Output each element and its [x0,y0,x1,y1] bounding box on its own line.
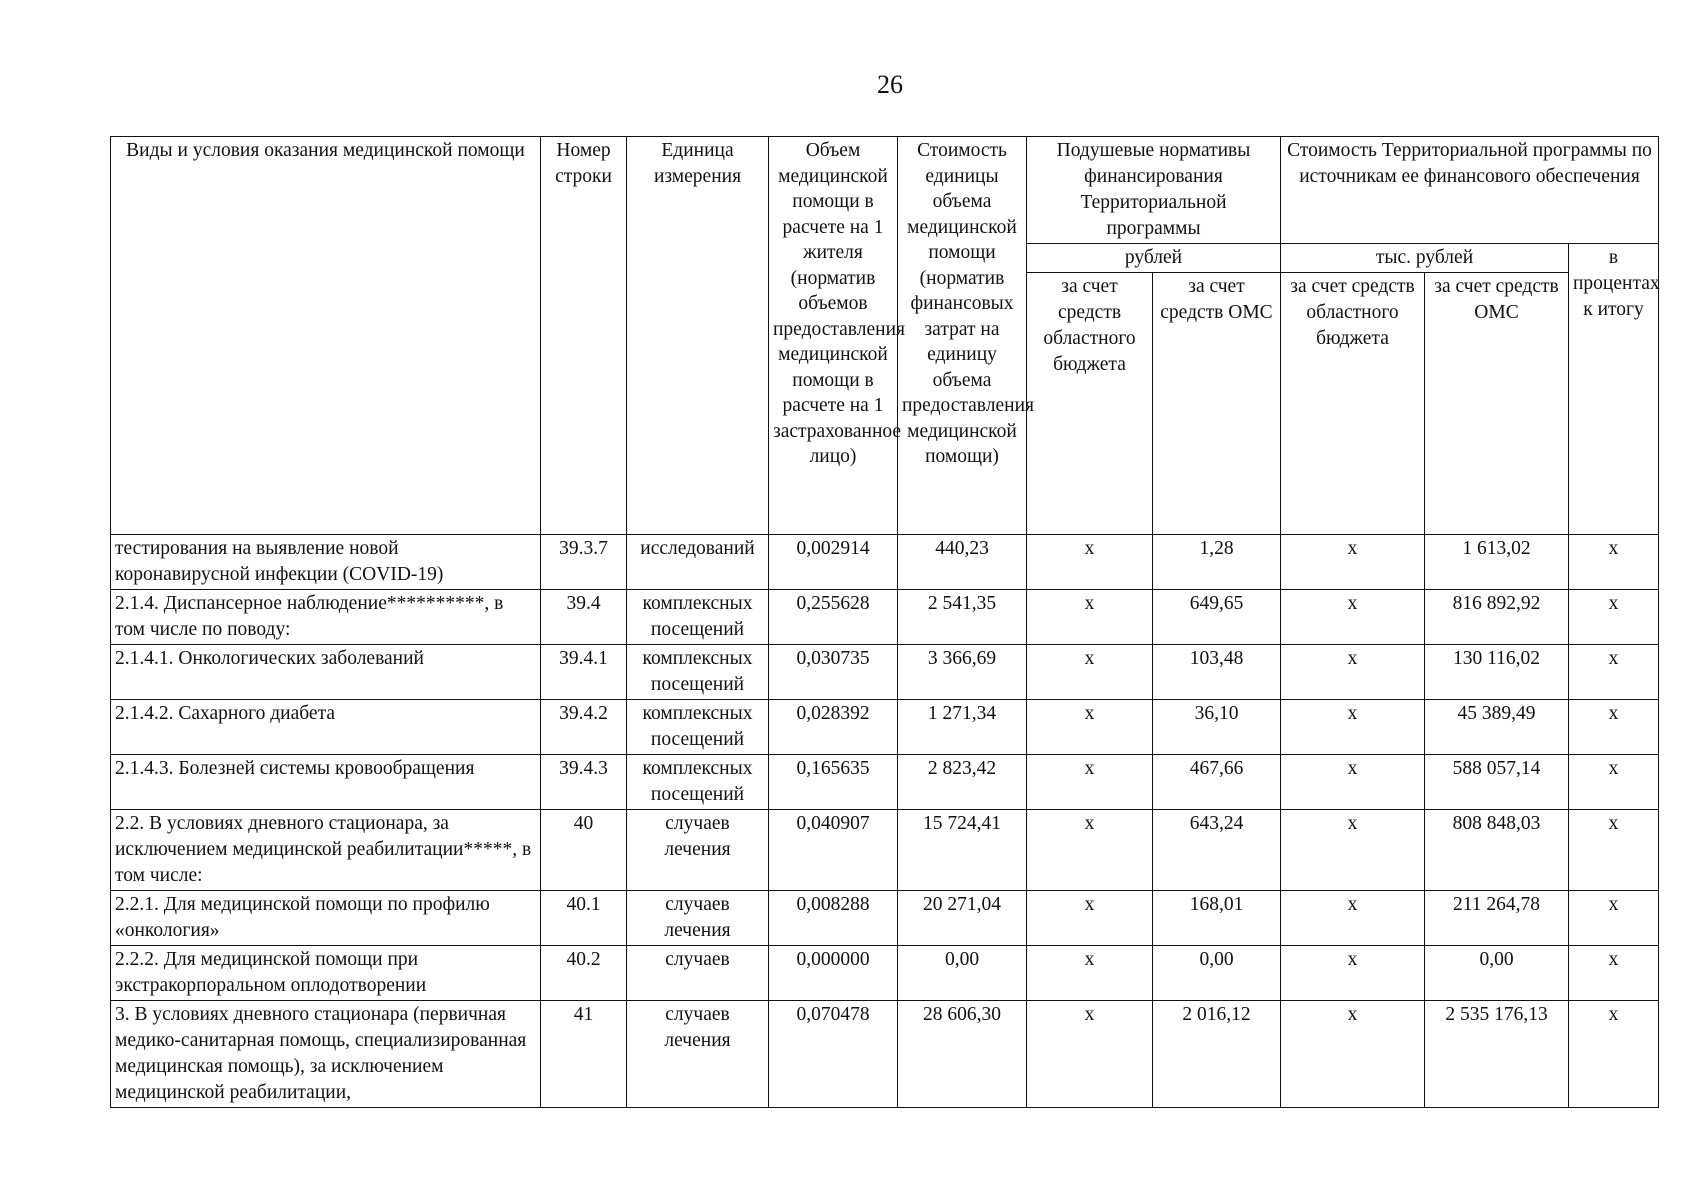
row-cost: 2 541,35 [898,590,1027,645]
header-thousand-rubles: тыс. рублей [1281,244,1569,273]
row-pc-budget: х [1027,590,1153,645]
row-pc-budget: х [1027,700,1153,755]
row-tc-budget: х [1281,700,1425,755]
row-volume: 0,030735 [769,645,898,700]
row-pc-oms: 643,24 [1153,810,1281,891]
row-percent: х [1569,1001,1659,1108]
row-name: 2.1.4.3. Болезней системы кровообращения [111,755,541,810]
row-pc-oms: 2 016,12 [1153,1001,1281,1108]
header-per-capita: Подушевые нормативы финансирования Территориальной программы [1027,137,1281,244]
row-name: 2.2.1. Для медицинской помощи по профилю «онкология» [111,891,541,946]
row-tc-budget: х [1281,590,1425,645]
row-cost: 2 823,42 [898,755,1027,810]
row-volume: 0,000000 [769,946,898,1001]
table-row [111,590,1659,645]
row-pc-budget: х [1027,535,1153,590]
row-percent: х [1569,755,1659,810]
row-percent: х [1569,946,1659,1001]
row-pc-oms: 649,65 [1153,590,1281,645]
row-percent: х [1569,645,1659,700]
row-pc-budget: х [1027,1001,1153,1108]
row-tc-oms: 45 389,49 [1425,700,1569,755]
row-cost: 1 271,34 [898,700,1027,755]
row-pc-budget: х [1027,891,1153,946]
row-cost: 0,00 [898,946,1027,1001]
header-tc-oms: за счет средств ОМС [1425,273,1569,535]
row-number: 41 [541,1001,627,1108]
table-row [111,946,1659,1001]
header-unit: Единица измерения [627,137,769,535]
row-unit: комплексных посещений [627,590,769,645]
row-volume: 0,008288 [769,891,898,946]
row-number: 40 [541,810,627,891]
row-pc-oms: 467,66 [1153,755,1281,810]
row-cost: 440,23 [898,535,1027,590]
header-unit-cost: Стоимость единицы объема медицинской помощи (норматив финансовых затрат на единицу объема предоставления медицинской помощи) [898,137,1027,535]
row-cost: 3 366,69 [898,645,1027,700]
row-name: 2.1.4. Диспансерное наблюдение**********, в том числе по поводу: [111,590,541,645]
page-number: 26 [877,70,903,99]
row-pc-budget: х [1027,810,1153,891]
header-row-1 [111,137,1659,244]
table-row [111,535,1659,590]
row-unit: случаев лечения [627,1001,769,1108]
row-unit: случаев лечения [627,810,769,891]
header-program-cost: Стоимость Территориальной программы по источникам ее финансового обеспечения [1281,137,1659,244]
table-row [111,1001,1659,1108]
row-percent: х [1569,535,1659,590]
row-pc-budget: х [1027,645,1153,700]
row-number: 40.2 [541,946,627,1001]
row-number: 39.3.7 [541,535,627,590]
row-unit: случаев [627,946,769,1001]
row-cost: 15 724,41 [898,810,1027,891]
row-tc-oms: 1 613,02 [1425,535,1569,590]
header-volume: Объем медицинской помощи в расчете на 1 жителя (норматив объемов предоставления медицинской помощи в расчете на 1 застрахованное лицо) [769,137,898,535]
header-row-number: Номер строки [541,137,627,535]
row-tc-oms: 588 057,14 [1425,755,1569,810]
header-rubles: рублей [1027,244,1281,273]
row-tc-oms: 0,00 [1425,946,1569,1001]
header-tc-budget: за счет средств областного бюджета [1281,273,1425,535]
header-types: Виды и условия оказания медицинской помощи [111,137,541,535]
row-name: 2.2. В условиях дневного стационара, за исключением медицинской реабилитации*****, в том числе: [111,810,541,891]
row-tc-oms: 816 892,92 [1425,590,1569,645]
row-volume: 0,040907 [769,810,898,891]
row-unit: исследований [627,535,769,590]
table-row [111,891,1659,946]
row-pc-oms: 1,28 [1153,535,1281,590]
row-pc-oms: 0,00 [1153,946,1281,1001]
row-unit: комплексных посещений [627,755,769,810]
row-tc-oms: 211 264,78 [1425,891,1569,946]
row-volume: 0,002914 [769,535,898,590]
row-volume: 0,070478 [769,1001,898,1108]
row-unit: комплексных посещений [627,700,769,755]
header-percent: в процентах к итогу [1569,244,1659,535]
row-number: 39.4.3 [541,755,627,810]
row-tc-budget: х [1281,891,1425,946]
row-name: 2.1.4.2. Сахарного диабета [111,700,541,755]
row-tc-budget: х [1281,755,1425,810]
row-tc-oms: 130 116,02 [1425,645,1569,700]
table-row [111,645,1659,700]
row-number: 40.1 [541,891,627,946]
row-tc-budget: х [1281,645,1425,700]
row-tc-oms: 808 848,03 [1425,810,1569,891]
row-cost: 20 271,04 [898,891,1027,946]
row-name: 3. В условиях дневного стационара (первичная медико-санитарная помощь, специализированная медицинская помощь), за исключением медицинской реабилитации, [111,1001,541,1108]
header-pc-budget: за счет средств областного бюджета [1027,273,1153,535]
row-unit: случаев лечения [627,891,769,946]
table-row [111,810,1659,891]
row-tc-budget: х [1281,535,1425,590]
row-percent: х [1569,891,1659,946]
row-cost: 28 606,30 [898,1001,1027,1108]
row-pc-budget: х [1027,755,1153,810]
table-row [111,700,1659,755]
row-pc-oms: 103,48 [1153,645,1281,700]
data-table [110,136,1659,1108]
row-pc-budget: х [1027,946,1153,1001]
row-percent: х [1569,590,1659,645]
row-number: 39.4 [541,590,627,645]
row-name: тестирования на выявление новой коронавирусной инфекции (COVID-19) [111,535,541,590]
header-pc-oms: за счет средств ОМС [1153,273,1281,535]
row-unit: комплексных посещений [627,645,769,700]
row-pc-oms: 168,01 [1153,891,1281,946]
row-tc-budget: х [1281,1001,1425,1108]
row-volume: 0,255628 [769,590,898,645]
row-percent: х [1569,810,1659,891]
row-name: 2.2.2. Для медицинской помощи при экстракорпоральном оплодотворении [111,946,541,1001]
row-tc-oms: 2 535 176,13 [1425,1001,1569,1108]
row-volume: 0,165635 [769,755,898,810]
table-row [111,755,1659,810]
row-number: 39.4.2 [541,700,627,755]
row-volume: 0,028392 [769,700,898,755]
row-tc-budget: х [1281,810,1425,891]
row-pc-oms: 36,10 [1153,700,1281,755]
row-percent: х [1569,700,1659,755]
row-number: 39.4.1 [541,645,627,700]
row-tc-budget: х [1281,946,1425,1001]
row-name: 2.1.4.1. Онкологических заболеваний [111,645,541,700]
